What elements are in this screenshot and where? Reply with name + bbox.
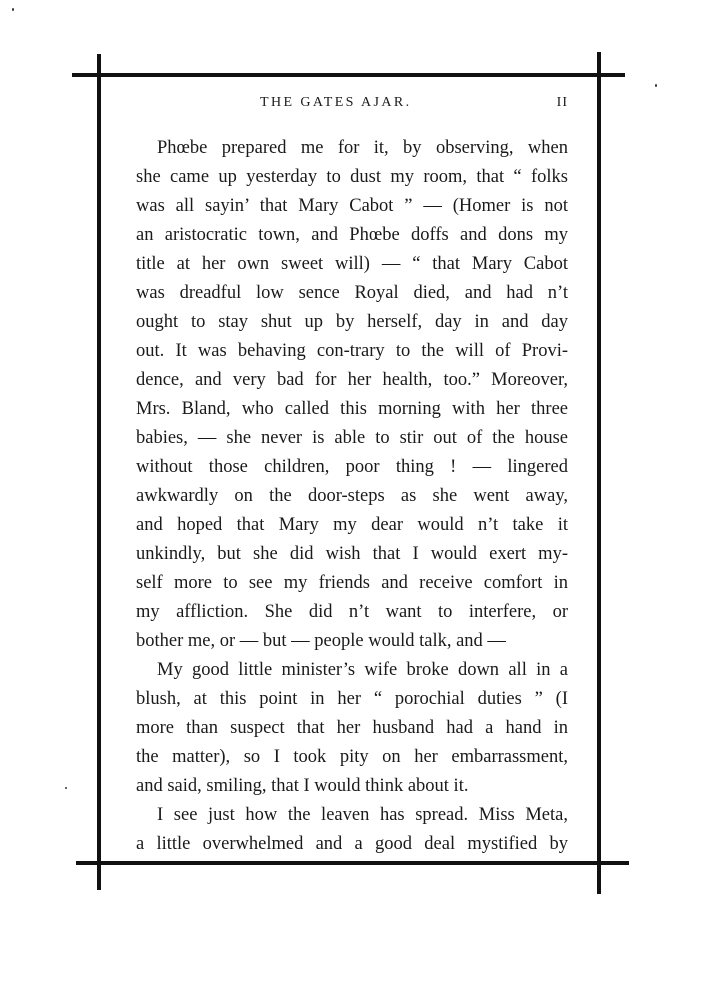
running-title: THE GATES AJAR. — [260, 95, 412, 110]
text-line: the matter), so I took pity on her embarrassment, — [136, 747, 568, 767]
text-line: was all sayin’ that Mary Cabot ” — (Homer is not — [136, 196, 568, 216]
text-line: my affliction. She did n’t want to interfere, or — [136, 602, 568, 622]
text-line: blush, at this point in her “ porochial duties ” (I — [136, 689, 568, 709]
text-line: dence, and very bad for her health, too.” Moreover, — [136, 370, 568, 390]
text-line: Phœbe prepared me for it, by observing, when — [157, 138, 568, 158]
text-line: babies, — she never is able to stir out of the house — [136, 428, 568, 448]
frame-rule-top — [72, 73, 625, 77]
print-speck — [65, 787, 67, 789]
text-line: she came up yesterday to dust my room, that “ folks — [136, 167, 568, 187]
body-text — [136, 134, 568, 859]
print-speck — [12, 8, 14, 11]
text-line: out. It was behaving con-trary to the will of Provi- — [136, 341, 568, 361]
text-line: a little overwhelmed and a good deal mystified by — [136, 834, 568, 854]
frame-rule-bottom — [76, 861, 629, 865]
page-number: II — [556, 95, 568, 110]
text-line: I see just how the leaven has spread. Miss Meta, — [157, 805, 568, 825]
text-line: Mrs. Bland, who called this morning with her three — [136, 399, 568, 419]
text-line: My good little minister’s wife broke down all in a — [157, 660, 568, 680]
text-line: and hoped that Mary my dear would n’t take it — [136, 515, 568, 535]
text-line: title at her own sweet will) — “ that Mary Cabot — [136, 254, 568, 274]
text-line: unkindly, but she did wish that I would exert my- — [136, 544, 568, 564]
print-speck — [655, 84, 657, 87]
frame-rule-left — [97, 54, 101, 890]
text-line: without those children, poor thing ! — lingered — [136, 457, 568, 477]
text-line: self more to see my friends and receive comfort in — [136, 573, 568, 593]
text-line: awkwardly on the door-steps as she went away, — [136, 486, 568, 506]
text-line: ought to stay shut up by herself, day in and day — [136, 312, 568, 332]
text-line: more than suspect that her husband had a hand in — [136, 718, 568, 738]
text-line: and said, smiling, that I would think about it. — [136, 776, 469, 796]
frame-rule-right — [597, 52, 601, 894]
text-line: bother me, or — but — people would talk, and — — [136, 631, 506, 651]
text-line: was dreadful low sence Royal died, and had n’t — [136, 283, 568, 303]
text-line: an aristocratic town, and Phœbe doffs and dons my — [136, 225, 568, 245]
